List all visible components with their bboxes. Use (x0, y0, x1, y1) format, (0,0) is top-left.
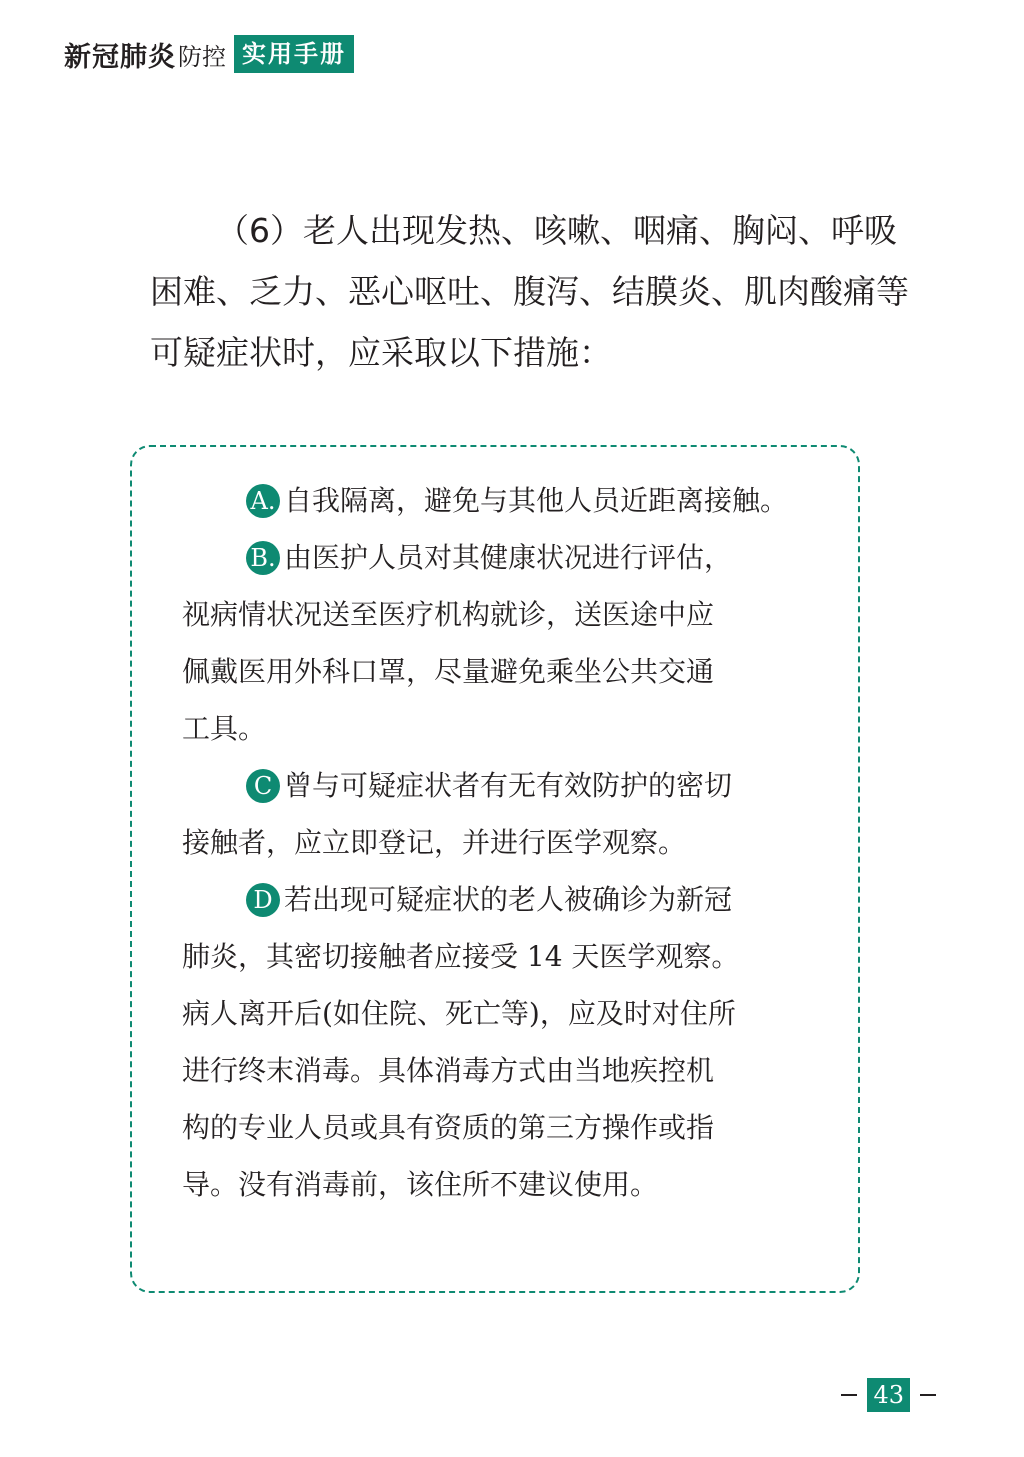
header-subtitle: 防控 (178, 42, 226, 71)
measure-text: 进行终末消毒。具体消毒方式由当地疾控机 (182, 1054, 715, 1087)
measure-text: 由医护人员对其健康状况进行评估， (284, 541, 733, 574)
header-title: 新冠肺炎 (64, 41, 176, 73)
measure-text: 自我隔离，避免与其他人员近距离接触。 (284, 484, 789, 517)
measure-item-a (182, 472, 822, 529)
measure-item-b (182, 529, 822, 757)
running-header (64, 36, 354, 72)
measure-label-d: D (246, 883, 280, 917)
measure-text: 病人离开后(如住院、死亡等)，应及时对住所 (182, 997, 736, 1030)
intro-line: 困难、乏力、恶心呕吐、腹泻、结膜炎、肌肉酸痛等 (150, 272, 909, 311)
intro-line: （6）老人出现发热、咳嗽、咽痛、胸闷、呼吸 (216, 211, 897, 250)
page-number-dash-left (841, 1394, 857, 1396)
measure-text: 肺炎，其密切接触者应接受 14 天医学观察。 (182, 940, 740, 973)
measure-label-c: C (246, 769, 280, 803)
measure-text: 视病情状况送至医疗机构就诊，送医途中应 (182, 598, 715, 631)
measure-item-d (182, 871, 822, 1213)
measure-text: 曾与可疑症状者有无有效防护的密切 (284, 769, 733, 802)
measure-label-b: B. (246, 541, 280, 575)
page-number-dash-right (920, 1394, 936, 1396)
measure-text: 若出现可疑症状的老人被确诊为新冠 (284, 883, 733, 916)
intro-line: 可疑症状时，应采取以下措施： (150, 333, 612, 372)
measure-item-c (182, 757, 822, 871)
measure-text: 工具。 (182, 712, 267, 745)
page-number (831, 1378, 946, 1412)
measure-label-a: A. (246, 484, 280, 518)
intro-paragraph (150, 200, 909, 383)
measure-text: 导。没有消毒前，该住所不建议使用。 (182, 1168, 659, 1201)
measure-text: 接触者，应立即登记，并进行医学观察。 (182, 826, 687, 859)
page-number-value: 43 (867, 1378, 910, 1412)
measure-text: 构的专业人员或具有资质的第三方操作或指 (182, 1111, 715, 1144)
header-tag: 实用手册 (234, 35, 354, 73)
measures-list (182, 472, 822, 1213)
measure-text: 佩戴医用外科口罩，尽量避免乘坐公共交通 (182, 655, 715, 688)
